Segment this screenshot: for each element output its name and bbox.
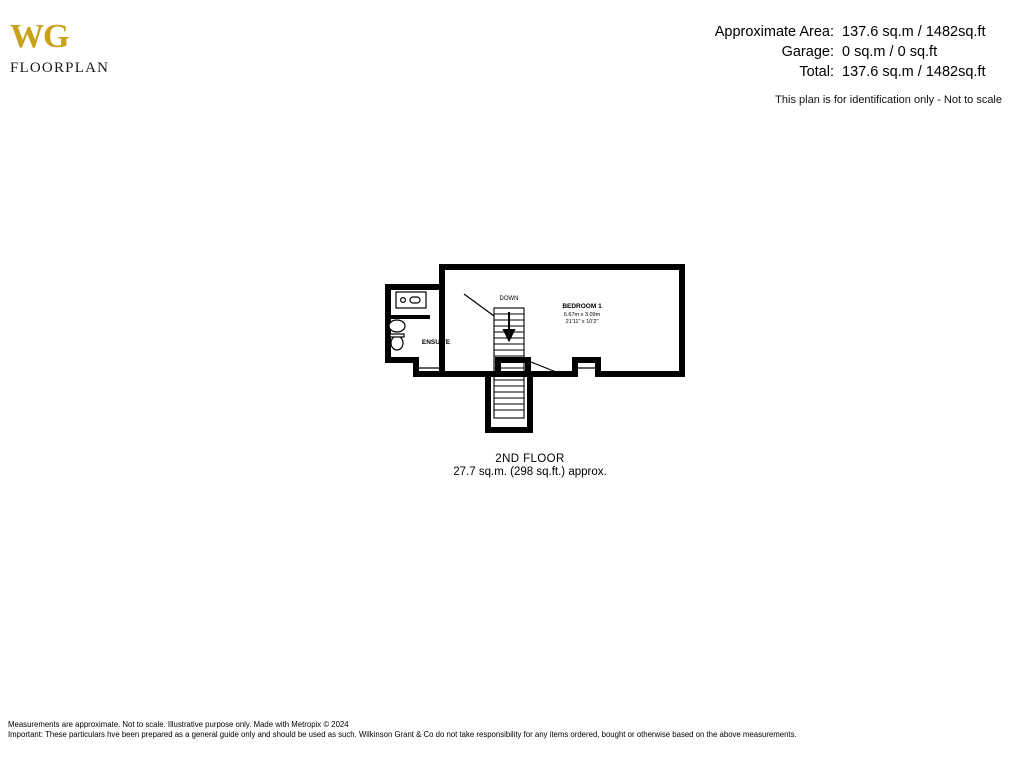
area-row-garage [554, 42, 1024, 62]
room-label-ensuite: ENSUITE [421, 339, 451, 346]
area-value-approximate: 137.6 sq.m / 1482sq.ft [842, 24, 986, 40]
area-row-approximate [554, 22, 1024, 42]
area-summary [554, 22, 1024, 82]
room-label-bedroom-1: BEDROOM 1 [562, 303, 602, 310]
brand-logo [10, 20, 230, 77]
floor-caption [370, 453, 690, 479]
room-dims-imperial-bedroom-1: 21'11" x 10'2" [565, 319, 599, 325]
floor-caption-area: 27.7 sq.m. (298 sq.ft.) approx. [453, 466, 607, 478]
floorplan-drawing [370, 250, 700, 450]
area-label-total: Total: [799, 64, 834, 80]
area-row-total [554, 62, 1024, 82]
logo-monogram: WG [10, 18, 69, 55]
footer-disclaimer [8, 720, 1008, 740]
floorplan-svg [370, 250, 700, 450]
footer-line-2: Important: These particulars hve been prepared as a general guide only and should be used as such. Wilkinson Grant & Co do not take responsibility for any items ordered, bought or otherwise based on the above measurements. [8, 730, 797, 739]
area-value-total: 137.6 sq.m / 1482sq.ft [842, 64, 986, 80]
stair-label-down: DOWN [499, 296, 519, 302]
logo-wordmark: FLOORPLAN [10, 60, 110, 76]
ensuite-fixtures [389, 292, 426, 350]
wall-outline [388, 267, 682, 430]
floor-caption-title: 2ND FLOOR [495, 453, 565, 465]
area-label-garage: Garage: [781, 44, 834, 60]
area-label-approximate: Approximate Area: [714, 24, 834, 40]
footer-line-1: Measurements are approximate. Not to scale. Illustrative purpose only. Made with Metropix © 2024 [8, 720, 349, 729]
plan-disclaimer-note: This plan is for identification only - Not to scale [775, 94, 1002, 106]
area-value-garage: 0 sq.m / 0 sq.ft [842, 44, 938, 60]
room-dims-metric-bedroom-1: 6.67m x 3.09m [563, 312, 601, 318]
